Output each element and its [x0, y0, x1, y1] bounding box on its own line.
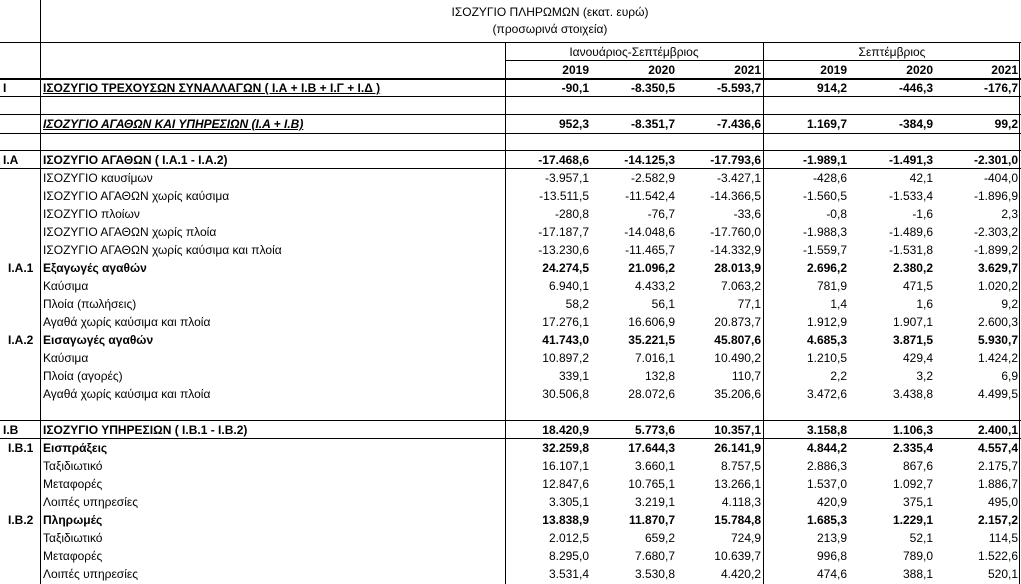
row-label: ΙΣΟΖΥΓΙΟ ΥΠΗΡΕΣΙΩΝ ( Ι.Β.1 - Ι.Β.2)	[43, 423, 248, 437]
value-cell: 952,3	[558, 117, 589, 131]
row-divider	[0, 420, 1021, 421]
value-cell: 58,2	[565, 297, 589, 311]
value-cell: 3.438,8	[892, 387, 933, 401]
value-cell: 10.357,1	[714, 423, 761, 437]
value-cell: 474,6	[816, 567, 847, 581]
value-cell: 10.897,2	[542, 351, 589, 365]
value-cell: -1.559,7	[802, 243, 847, 257]
value-cell: 16.606,9	[628, 315, 675, 329]
value-cell: 1.912,9	[806, 315, 847, 329]
value-cell: 1.685,3	[806, 513, 847, 527]
row-label: Ταξιδιωτικό	[43, 531, 103, 545]
row-label: Αγαθά χωρίς καύσιμα και πλοία	[43, 315, 211, 329]
value-cell: 52,1	[909, 531, 933, 545]
value-cell: 114,5	[988, 531, 1018, 545]
value-cell: 35.206,6	[714, 387, 761, 401]
value-cell: 5.930,7	[977, 333, 1018, 347]
value-cell: 32.259,8	[542, 441, 589, 455]
value-cell: 13.266,1	[714, 477, 761, 491]
row-divider	[0, 133, 1021, 134]
row-label: ΙΣΟΖΥΓΙΟ ΑΓΑΘΩΝ χωρίς καύσιμα και πλοία	[43, 243, 282, 257]
row-label: Καύσιμα	[43, 279, 89, 293]
value-cell: 10.490,2	[714, 351, 761, 365]
value-cell: 20.873,7	[714, 315, 761, 329]
value-cell: -90,1	[561, 81, 589, 95]
value-cell: 35.221,5	[628, 333, 675, 347]
value-cell: 2.012,5	[548, 531, 589, 545]
value-cell: -1.533,4	[888, 189, 933, 203]
year-header-cell: 2021	[991, 63, 1018, 77]
value-cell: 420,9	[816, 495, 847, 509]
value-cell: 2,2	[830, 369, 847, 383]
value-cell: 10.765,1	[628, 477, 675, 491]
value-cell: -17.793,6	[710, 153, 761, 167]
value-cell: 2.175,7	[977, 459, 1018, 473]
value-cell: 28.072,6	[628, 387, 675, 401]
row-label: Μεταφορές	[43, 549, 103, 563]
value-cell: 6,9	[1001, 369, 1018, 383]
value-cell: -1.491,3	[888, 153, 933, 167]
value-cell: 3.472,6	[806, 387, 847, 401]
value-cell: -1.489,6	[888, 225, 933, 239]
row-label: ΙΣΟΖΥΓΙΟ ΑΓΑΘΩΝ χωρίς καύσιμα	[43, 189, 230, 203]
value-cell: 3.219,1	[634, 495, 675, 509]
value-cell: 1.522,6	[977, 549, 1018, 563]
row-divider	[0, 438, 1021, 439]
value-cell: 132,8	[644, 369, 675, 383]
value-cell: -13.511,5	[539, 189, 589, 203]
value-cell: 99,2	[994, 117, 1018, 131]
title-bottom-border	[0, 42, 1021, 43]
value-cell: 520,1	[987, 567, 1018, 581]
value-cell: 659,2	[644, 531, 675, 545]
value-cell: 1.020,2	[977, 279, 1018, 293]
label-column-divider	[505, 43, 506, 584]
row-label: Ταξιδιωτικό	[43, 459, 103, 473]
value-cell: -76,7	[647, 207, 675, 221]
value-cell: 6.940,1	[548, 279, 589, 293]
value-cell: 789,0	[902, 549, 933, 563]
value-cell: 2.157,2	[977, 513, 1018, 527]
value-cell: 56,1	[651, 297, 675, 311]
value-cell: -3.427,1	[716, 171, 761, 185]
value-cell: 4.557,4	[977, 441, 1018, 455]
value-cell: 1.886,7	[977, 477, 1018, 491]
value-cell: 2.886,3	[806, 459, 847, 473]
value-cell: 2.600,3	[977, 315, 1018, 329]
value-cell: -384,9	[898, 117, 933, 131]
row-code: I.B	[3, 423, 19, 437]
row-code: I.A.2	[8, 333, 34, 347]
value-cell: 9,2	[1001, 297, 1018, 311]
value-cell: 42,1	[909, 171, 933, 185]
value-cell: 24.274,5	[542, 261, 589, 275]
value-cell: 1,4	[830, 297, 847, 311]
value-cell: -1.988,3	[802, 225, 847, 239]
value-cell: 28.013,9	[714, 261, 761, 275]
row-label: ΙΣΟΖΥΓΙΟ ΑΓΑΘΩΝ ( Ι.Α.1 - Ι.Α.2)	[43, 153, 228, 167]
value-cell: -1.896,9	[973, 189, 1018, 203]
value-cell: -1.989,1	[802, 153, 847, 167]
value-cell: 41.743,0	[542, 333, 589, 347]
value-cell: -446,3	[898, 81, 933, 95]
value-cell: -404,0	[983, 171, 1018, 185]
value-cell: 4.844,2	[806, 441, 847, 455]
value-cell: 7.063,2	[720, 279, 761, 293]
value-cell: -8.350,5	[630, 81, 675, 95]
value-cell: -2.301,0	[973, 153, 1018, 167]
value-cell: -14.125,3	[624, 153, 675, 167]
row-label: Καύσιμα	[43, 351, 89, 365]
period-header-jan-sep: Ιανουάριος-Σεπτέμβριος	[569, 45, 699, 59]
value-cell: 3.305,1	[548, 495, 589, 509]
value-cell: -1.560,5	[802, 189, 847, 203]
value-cell: -14.332,9	[710, 243, 761, 257]
value-cell: -280,8	[554, 207, 589, 221]
value-cell: 17.276,1	[542, 315, 589, 329]
value-cell: 2.380,2	[892, 261, 933, 275]
row-label: ΙΣΟΖΥΓΙΟ πλοίων	[43, 207, 140, 221]
value-cell: -3.957,1	[544, 171, 589, 185]
value-cell: 3.158,8	[806, 423, 847, 437]
value-cell: 996,8	[816, 549, 847, 563]
row-label: Εξαγωγές αγαθών	[43, 261, 147, 275]
value-cell: 2.400,1	[977, 423, 1018, 437]
value-cell: -2.303,2	[973, 225, 1018, 239]
value-cell: -33,6	[733, 207, 761, 221]
value-cell: 781,9	[816, 279, 847, 293]
value-cell: 1.169,7	[806, 117, 847, 131]
value-cell: 429,4	[902, 351, 933, 365]
row-label: Λοιπές υπηρεσίες	[43, 495, 138, 509]
row-label: Μεταφορές	[43, 477, 103, 491]
row-label: Λοιπές υπηρεσίες	[43, 567, 138, 581]
year-header-cell: 2020	[906, 63, 933, 77]
value-cell: 3.629,7	[977, 261, 1018, 275]
value-cell: 914,2	[816, 81, 847, 95]
value-cell: 375,1	[902, 495, 933, 509]
value-cell: -8.351,7	[630, 117, 675, 131]
value-cell: -176,7	[983, 81, 1018, 95]
value-cell: -0,8	[826, 207, 847, 221]
value-cell: -1.531,8	[888, 243, 933, 257]
value-cell: 3.530,8	[634, 567, 675, 581]
value-cell: 1,6	[916, 297, 933, 311]
value-cell: 4.685,3	[806, 333, 847, 347]
year-header-top-border	[505, 60, 1019, 61]
row-divider	[0, 114, 1021, 115]
row-label: ΙΣΟΖΥΓΙΟ ΤΡΕΧΟΥΣΩΝ ΣΥΝΑΛΛΑΓΩΝ ( Ι.Α + Ι.Β + Ι.Γ + Ι.Δ )	[43, 81, 381, 95]
value-cell: 5.773,6	[634, 423, 675, 437]
value-cell: 1.907,1	[892, 315, 933, 329]
value-cell: 8.757,5	[720, 459, 761, 473]
code-column-divider	[40, 0, 41, 584]
row-code: I.A.1	[8, 261, 34, 275]
value-cell: 110,7	[731, 369, 761, 383]
row-code: I.A	[3, 153, 19, 167]
value-cell: -11.542,4	[625, 189, 675, 203]
value-cell: 1.537,0	[806, 477, 847, 491]
value-cell: 12.847,6	[542, 477, 589, 491]
value-cell: -5.593,7	[716, 81, 761, 95]
sheet-title: ΙΣΟΖΥΓΙΟ ΠΛΗΡΩΜΩΝ (εκατ. ευρώ)	[451, 5, 649, 19]
row-label: ΙΣΟΖΥΓΙΟ ΑΓΑΘΩΝ χωρίς πλοία	[43, 225, 217, 239]
value-cell: 867,6	[902, 459, 933, 473]
period-header-sep: Σεπτέμβριος	[858, 45, 926, 59]
row-divider	[0, 96, 1021, 97]
value-cell: 18.420,9	[542, 423, 589, 437]
value-cell: 7.016,1	[634, 351, 675, 365]
value-cell: 4.499,5	[977, 387, 1018, 401]
row-code: I.B.2	[8, 513, 34, 527]
year-header-cell: 2020	[648, 63, 675, 77]
value-cell: -17.187,7	[538, 225, 589, 239]
row-label: ΙΣΟΖΥΓΙΟ ΑΓΑΘΩΝ ΚΑΙ ΥΠΗΡΕΣΙΩΝ (Ι.Α + Ι.Β)	[43, 117, 304, 131]
value-cell: -11.465,7	[625, 243, 675, 257]
row-label: Πλοία (αγορές)	[43, 369, 123, 383]
value-cell: 77,1	[737, 297, 761, 311]
row-label: Εισαγωγές αγαθών	[43, 333, 154, 347]
row-label: Πληρωμές	[43, 513, 103, 527]
value-cell: -14.366,5	[710, 189, 761, 203]
row-divider	[0, 150, 1021, 151]
value-cell: 1.092,7	[892, 477, 933, 491]
header-bottom-border	[0, 78, 1021, 80]
value-cell: 11.870,7	[628, 513, 675, 527]
row-code: I.B.1	[8, 441, 34, 455]
value-cell: 13.838,9	[542, 513, 589, 527]
year-header-cell: 2019	[562, 63, 589, 77]
value-cell: 3.531,4	[548, 567, 589, 581]
right-border	[1019, 43, 1020, 584]
value-cell: 1.229,1	[892, 513, 933, 527]
value-cell: 495,0	[987, 495, 1018, 509]
row-label: Αγαθά χωρίς καύσιμα και πλοία	[43, 387, 211, 401]
value-cell: -14.048,6	[624, 225, 675, 239]
value-cell: -428,6	[812, 171, 847, 185]
value-cell: 4.433,2	[634, 279, 675, 293]
value-cell: 3,2	[916, 369, 933, 383]
value-cell: 213,9	[816, 531, 847, 545]
year-header-cell: 2021	[734, 63, 761, 77]
value-cell: 471,5	[902, 279, 933, 293]
value-cell: 388,1	[902, 567, 933, 581]
value-cell: 30.506,8	[542, 387, 589, 401]
value-cell: 1.106,3	[892, 423, 933, 437]
value-cell: 8.295,0	[548, 549, 589, 563]
value-cell: 21.096,2	[628, 261, 675, 275]
value-cell: 4.118,3	[721, 495, 761, 509]
value-cell: 15.784,8	[714, 513, 761, 527]
value-cell: 339,1	[558, 369, 589, 383]
row-divider	[0, 168, 1021, 169]
value-cell: 3.660,1	[634, 459, 675, 473]
value-cell: 1.210,5	[806, 351, 847, 365]
value-cell: 4.420,2	[720, 567, 761, 581]
value-cell: 1.424,2	[977, 351, 1018, 365]
value-cell: -1,6	[912, 207, 933, 221]
value-cell: -17.760,0	[710, 225, 761, 239]
row-label: ΙΣΟΖΥΓΙΟ καυσίμων	[43, 171, 153, 185]
sheet-subtitle: (προσωρινά στοιχεία)	[492, 22, 608, 36]
row-label: Εισπράξεις	[43, 441, 108, 455]
value-cell: -7.436,6	[716, 117, 761, 131]
value-cell: 10.639,7	[714, 549, 761, 563]
value-cell: 16.107,1	[542, 459, 589, 473]
year-header-cell: 2019	[820, 63, 847, 77]
period-divider	[763, 43, 764, 584]
value-cell: -13.230,6	[538, 243, 589, 257]
value-cell: 724,9	[730, 531, 761, 545]
value-cell: 7.680,7	[634, 549, 675, 563]
value-cell: -1.899,2	[973, 243, 1018, 257]
value-cell: 17.644,3	[628, 441, 675, 455]
row-code: I	[3, 81, 7, 95]
value-cell: 2.696,2	[806, 261, 847, 275]
value-cell: -2.582,9	[630, 171, 675, 185]
value-cell: 2,3	[1001, 207, 1018, 221]
row-label: Πλοία (πωλήσεις)	[43, 297, 137, 311]
value-cell: -17.468,6	[538, 153, 589, 167]
value-cell: 2.335,4	[892, 441, 933, 455]
value-cell: 45.807,6	[714, 333, 761, 347]
value-cell: 26.141,9	[714, 441, 761, 455]
value-cell: 3.871,5	[892, 333, 933, 347]
